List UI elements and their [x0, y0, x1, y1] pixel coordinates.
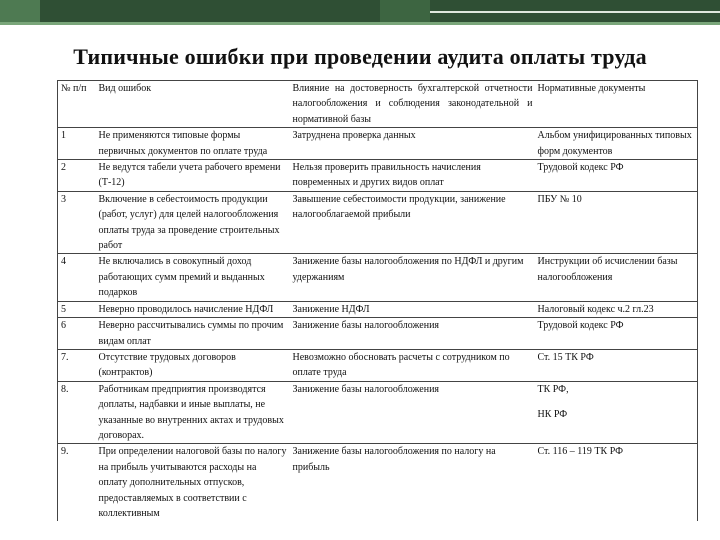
decorative-top-band	[0, 0, 720, 22]
row-error: Включение в себестоимость продукции (работ, услуг) для целей налогообложения оплаты труда за проведение строительных работ	[96, 191, 290, 254]
row-norms: ПБУ № 10	[535, 191, 698, 254]
row-impact: Занижение базы налогообложения	[290, 318, 535, 350]
row-impact: Затруднена проверка данных	[290, 128, 535, 160]
row-norms	[535, 381, 698, 444]
row-error: При определении налоговой базы по налогу на прибыль учитываются расходы на оплату дополнительных отпусков, предоставляемых в соответствии с коллективным	[96, 444, 290, 522]
table-row	[58, 160, 698, 192]
row-norms-line: ТК РФ,	[537, 383, 569, 395]
row-norms: Ст. 15 ТК РФ	[535, 349, 698, 381]
row-error: Не применяются типовые формы первичных документов по оплате труда	[96, 128, 290, 160]
table-header-row	[58, 81, 698, 128]
header-impact: Влияние на достоверность бухгалтерской отчетности налогообложения и соблюдения законодательной и нормативной базы	[290, 81, 535, 128]
table-row	[58, 191, 698, 254]
row-num: 6	[58, 318, 96, 350]
table-row	[58, 128, 698, 160]
row-norms: Трудовой кодекс РФ	[535, 318, 698, 350]
band-line	[430, 11, 720, 13]
row-error: Работникам предприятия производятся доплаты, надбавки и иные выплаты, не указанные во внутренних актах и трудовых договорах.	[96, 381, 290, 444]
row-norms: Ст. 116 – 119 ТК РФ	[535, 444, 698, 522]
table-row	[58, 318, 698, 350]
header-norms: Нормативные документы	[535, 81, 698, 128]
row-impact: Занижение базы налогообложения по НДФЛ и другим удержаниям	[290, 254, 535, 301]
row-num: 5	[58, 301, 96, 317]
row-impact: Занижение базы налогообложения по налогу на прибыль	[290, 444, 535, 522]
row-impact: Нельзя проверить правильность начисления повременных и других видов оплат	[290, 160, 535, 192]
row-error: Неверно проводилось начисление НДФЛ	[96, 301, 290, 317]
row-num: 7.	[58, 349, 96, 381]
band-accent	[0, 22, 720, 25]
table-row	[58, 381, 698, 444]
table-row	[58, 301, 698, 317]
band-segment	[0, 0, 40, 22]
slide-title: Типичные ошибки при проведении аудита оплаты труда	[73, 44, 647, 69]
table-row	[58, 444, 698, 522]
header-num: № п/п	[58, 81, 96, 128]
row-num: 9.	[58, 444, 96, 522]
errors-table	[57, 80, 698, 521]
row-norms: Инструкции об исчислении базы налогообложения	[535, 254, 698, 301]
row-num: 2	[58, 160, 96, 192]
row-norms: Налоговый кодекс ч.2 гл.23	[535, 301, 698, 317]
band-segment	[380, 0, 430, 22]
row-impact: Завышение себестоимости продукции, занижение налогооблагаемой прибыли	[290, 191, 535, 254]
row-num: 3	[58, 191, 96, 254]
row-error: Не включались в совокупный доход работающих сумм премий и выданных подарков	[96, 254, 290, 301]
row-num: 1	[58, 128, 96, 160]
row-norms: Альбом унифицированных типовых форм документов	[535, 128, 698, 160]
row-norms-line: НК РФ	[537, 409, 568, 421]
row-error: Не ведутся табели учета рабочего времени (Т-12)	[96, 160, 290, 192]
table-row	[58, 349, 698, 381]
table-row	[58, 254, 698, 301]
row-error: Отсутствие трудовых договоров (контрактов)	[96, 349, 290, 381]
row-impact: Невозможно обосновать расчеты с сотрудником по оплате труда	[290, 349, 535, 381]
row-error: Неверно рассчитывались суммы по прочим видам оплат	[96, 318, 290, 350]
row-num: 8.	[58, 381, 96, 444]
row-num: 4	[58, 254, 96, 301]
row-impact: Занижение базы налогообложения	[290, 381, 535, 444]
row-norms: Трудовой кодекс РФ	[535, 160, 698, 192]
row-impact: Занижение НДФЛ	[290, 301, 535, 317]
header-error-type: Вид ошибок	[96, 81, 290, 128]
